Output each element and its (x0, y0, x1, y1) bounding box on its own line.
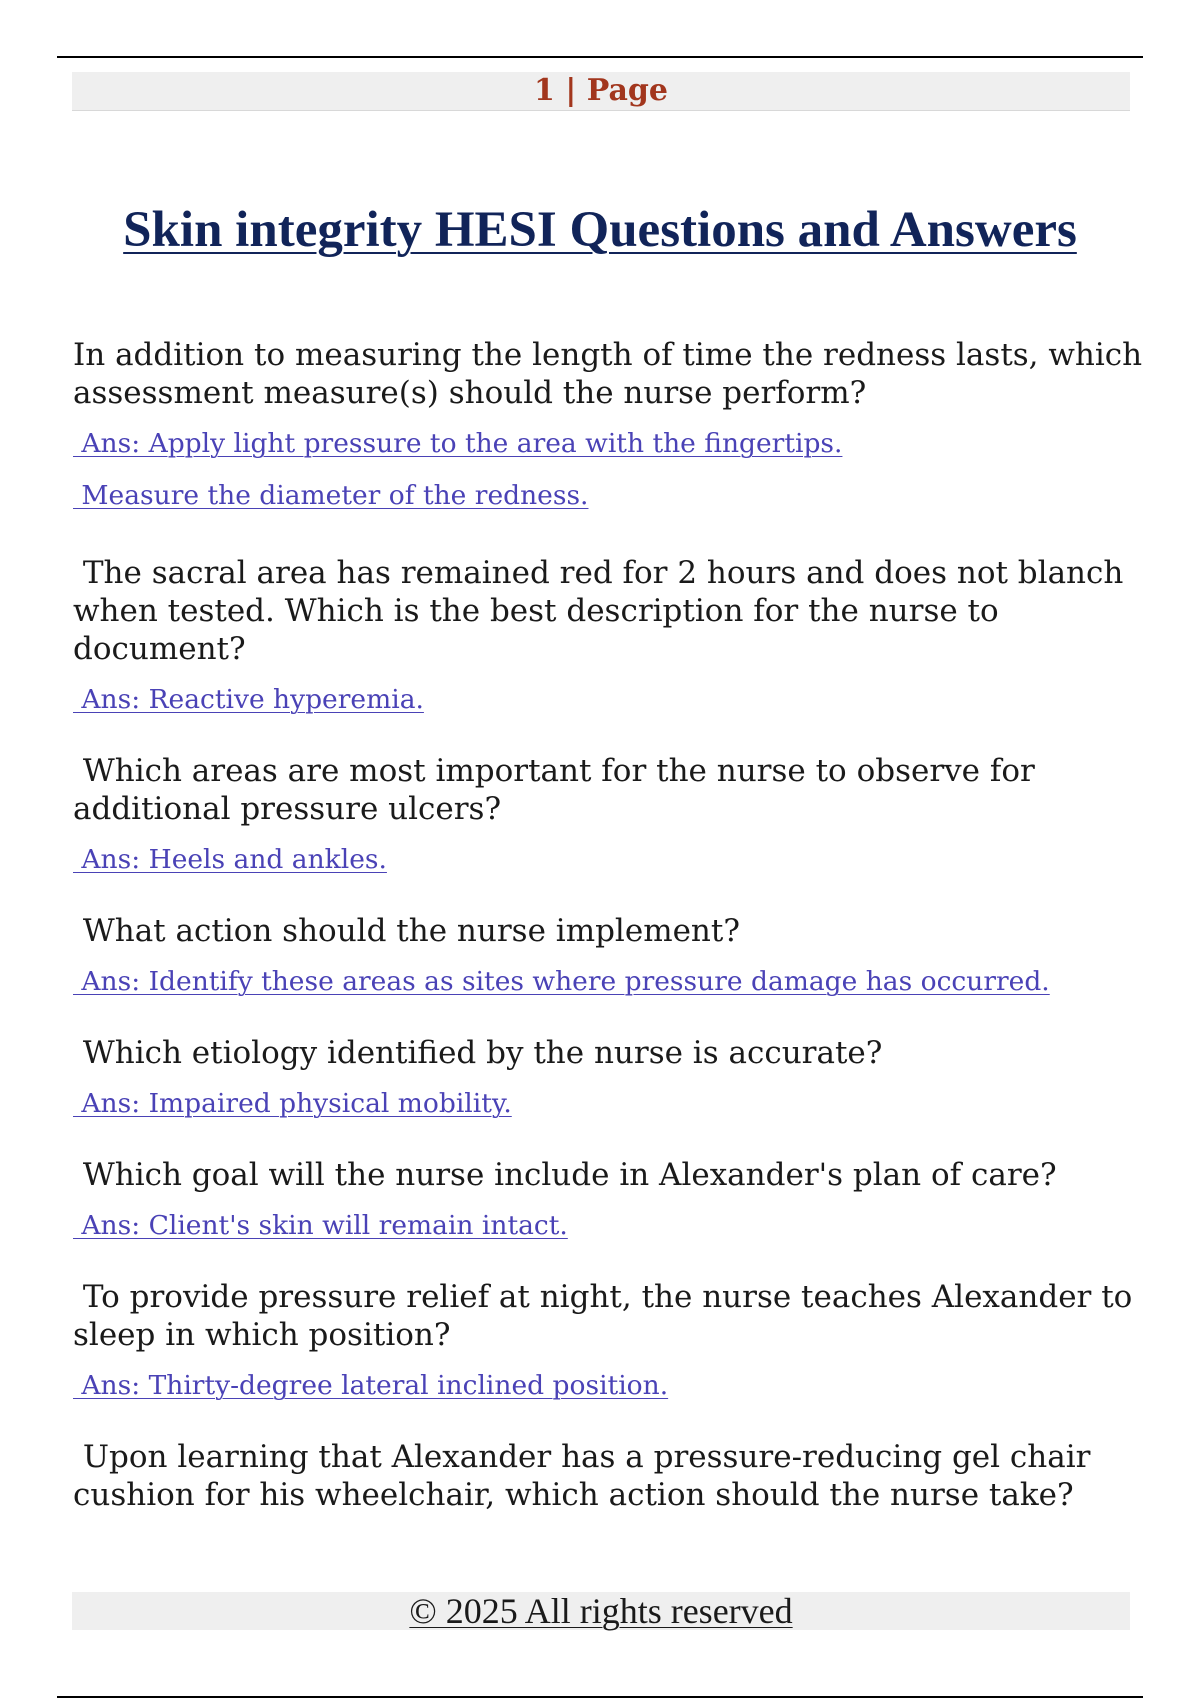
document-title: Skin integrity HESI Questions and Answers (123, 202, 1077, 258)
question-text: In addition to measuring the length of time the redness lasts, which assessment measure(s) should the nurse perform? (73, 337, 1152, 411)
question-text: To provide pressure relief at night, the nurse teaches Alexander to sleep in which position? (73, 1279, 1143, 1353)
qa-list (73, 336, 1152, 1548)
question-text: The sacral area has remained red for 2 hours and does not blanch when tested. Which is the best description for the nurse to document? (73, 555, 1134, 667)
question-text: Which etiology identified by the nurse is accurate? (73, 1035, 883, 1071)
answer-link[interactable]: Ans: Apply light pressure to the area with the fingertips. (73, 428, 843, 459)
answer-link[interactable]: Ans: Client's skin will remain intact. (73, 1210, 568, 1241)
qa-item (73, 1156, 1143, 1244)
question-text: What action should the nurse implement? (73, 913, 740, 949)
bottom-rule (57, 1696, 1143, 1698)
question-text: Which goal will the nurse include in Alexander's plan of care? (73, 1157, 1057, 1193)
qa-item (73, 336, 1152, 514)
answer-link[interactable]: Ans: Impaired physical mobility. (73, 1088, 512, 1119)
page-header (72, 72, 1130, 111)
page-footer (72, 1592, 1130, 1630)
answer-link[interactable]: Ans: Reactive hyperemia. (73, 684, 424, 715)
qa-item (73, 752, 1143, 878)
qa-item (73, 1278, 1143, 1404)
answer-link[interactable]: Measure the diameter of the redness. (73, 480, 589, 511)
qa-item (73, 554, 1143, 718)
page-number-label: 1 | Page (534, 73, 668, 108)
answer-link[interactable]: Ans: Heels and ankles. (73, 844, 387, 875)
answer-link[interactable]: Ans: Thirty-degree lateral inclined position. (73, 1370, 669, 1401)
copyright-text: © 2025 All rights reserved (409, 1591, 793, 1631)
question-text: Upon learning that Alexander has a pressure-reducing gel chair cushion for his wheelchair, which action should the nurse take? (73, 1439, 1101, 1513)
top-rule (57, 56, 1143, 58)
question-text: Which areas are most important for the nurse to observe for additional pressure ulcers? (73, 753, 1045, 827)
qa-item (73, 912, 1143, 1000)
qa-item (73, 1438, 1143, 1514)
qa-item (73, 1034, 1143, 1122)
answer-link[interactable]: Ans: Identify these areas as sites where pressure damage has occurred. (73, 966, 1050, 997)
